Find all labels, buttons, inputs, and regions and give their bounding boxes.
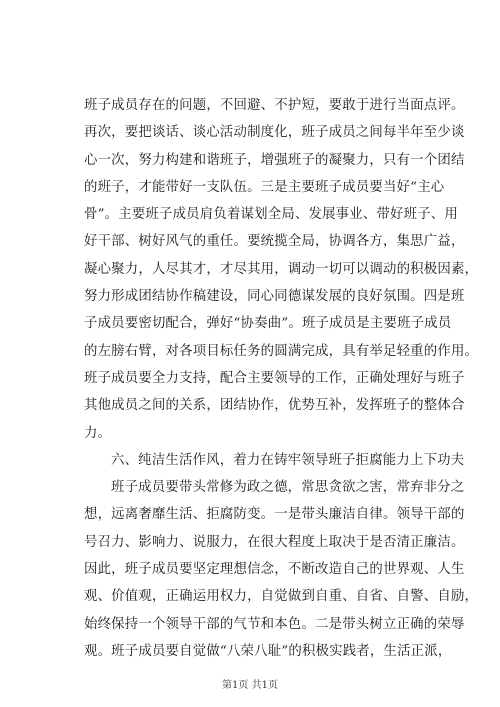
text-line: 班子成员要带头常修为政之德，常思贪欲之害，常弃非分之: [111, 480, 465, 496]
document-body: [84, 92, 479, 665]
text-line: 想，远离奢靡生活、拒腐防变。一是带头廉洁自律。领导干部的: [84, 507, 465, 523]
text-line: 骨”。主要班子成员肩负着谋划全局、发展事业、带好班子、用: [84, 207, 458, 223]
text-line: 观、价值观，正确运用权力，自觉做到自重、自省、自警、自励，: [84, 589, 479, 605]
text-line: 班子成员存在的问题，不回避、不护短，要敢于进行当面点评。: [84, 98, 465, 113]
text-line: 观。班子成员要自觉做“八荣八耻”的积极实践者，生活正派，: [84, 643, 452, 659]
text-line: 心一次，努力构建和谐班子，增强班子的凝聚力，只有一个团结: [84, 152, 465, 168]
text-line: 班子成员要全力支持，配合主要领导的工作，正确处理好与班子: [84, 370, 465, 386]
text-line: 力。: [84, 425, 112, 441]
text-line: 好干部、树好风气的重任。要统揽全局，协调各方，集思广益，: [84, 234, 465, 250]
text-line: 始终保持一个领导干部的气节和本色。二是带头树立正确的荣辱: [84, 616, 465, 632]
section-heading: 六、纯洁生活作风，着力在铸牢领导班子拒腐能力上下功夫: [111, 452, 465, 468]
text-line: 努力形成团结协作稿建设，同心同德谋发展的良好氛围。四是班: [84, 289, 465, 305]
text-line: 的班子，才能带好一支队伍。三是主要班子成员要当好“主心: [84, 179, 445, 195]
text-line: 因此，班子成员要坚定理想信念，不断改造自己的世界观、人生: [84, 562, 465, 578]
text-line: 的左膀右臂，对各项目标任务的圆满完成，具有举足轻重的作用。: [84, 343, 479, 359]
page-number-footer: 第1页 共1页: [222, 680, 278, 691]
text-line: 再次，要把谈话、谈心活动制度化，班子成员之间每半年至少谈: [84, 125, 465, 141]
text-line: 凝心聚力，人尽其才，才尽其用，调动一切可以调动的积极因素，: [84, 261, 479, 277]
text-line: 号召力、影响力、说服力，在很大程度上取决于是否清正廉洁。: [84, 534, 465, 550]
text-line: 子成员要密切配合，弹好“协奏曲”。班子成员是主要班子成员: [84, 316, 452, 332]
text-line: 其他成员之间的关系，团结协作，优势互补，发挥班子的整体合: [84, 398, 465, 414]
